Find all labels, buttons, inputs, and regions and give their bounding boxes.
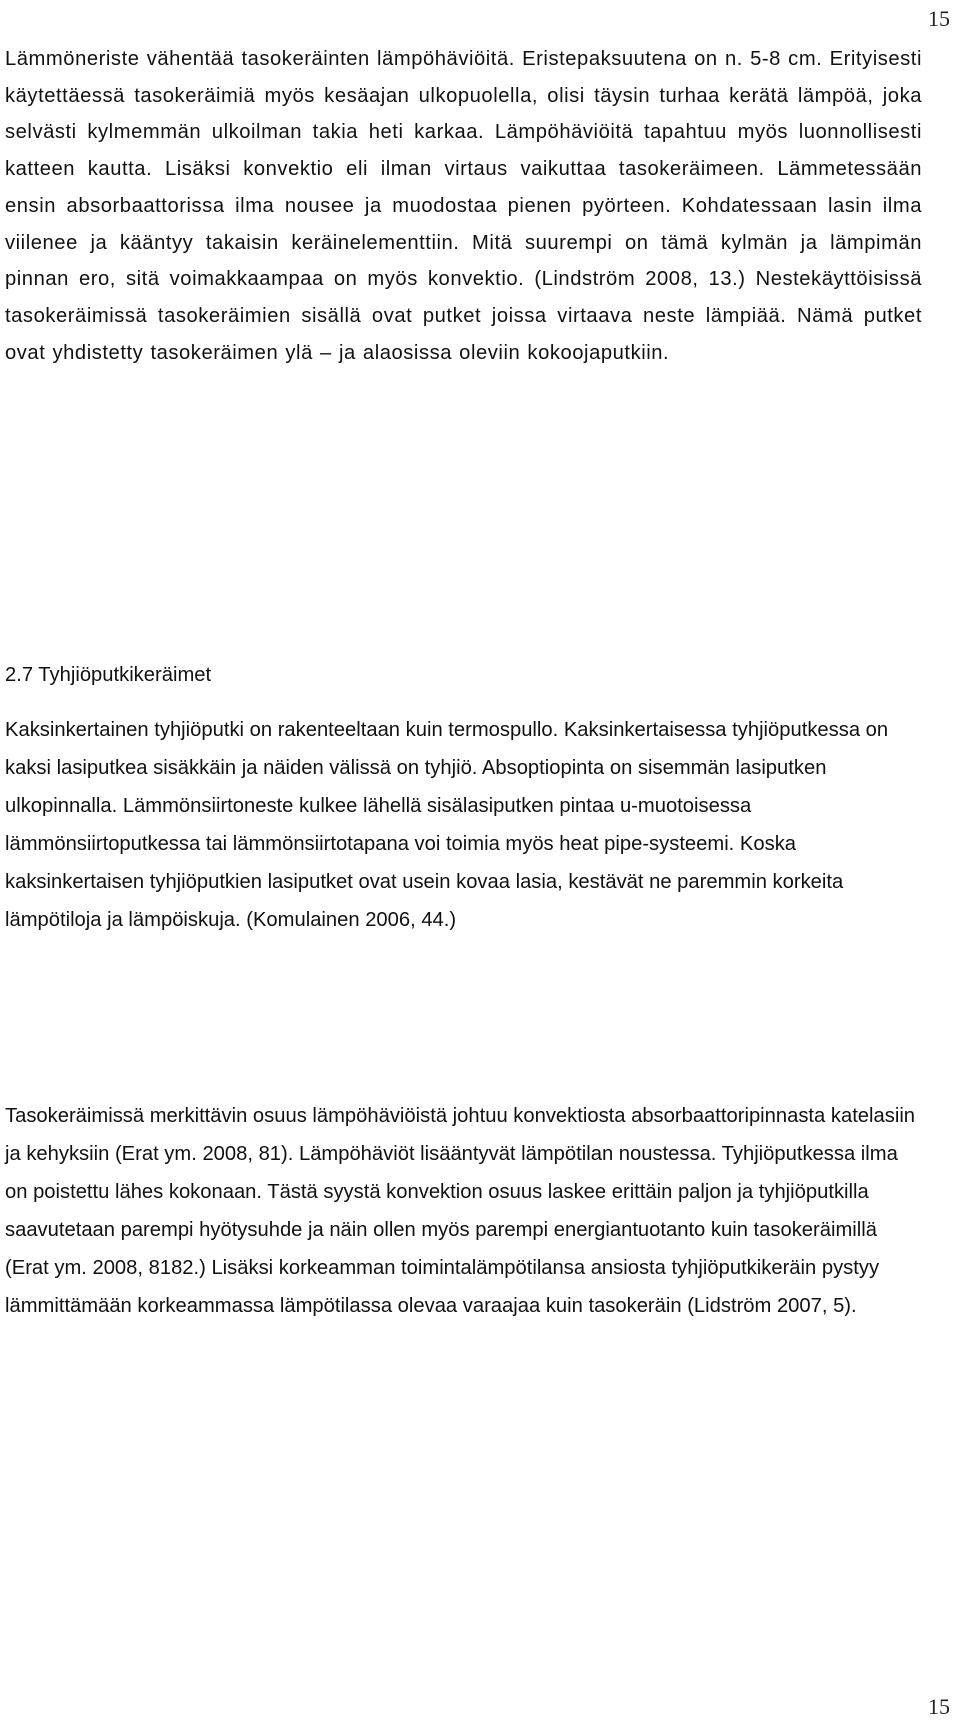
document-body (5, 41, 922, 1317)
paragraph-tyhjioputki: Kaksinkertainen tyhjiöputki on rakenteeltaan kuin termospullo. Kaksinkertaisessa tyhjiöputkessa on kaksi lasiputkea sisäkkäin ja näiden välissä on tyhjiö. Absoptiopinta on sisemmän lasiputken ulkopinnalla. Lämmönsiirtoneste kulkee lähellä sisälasiputken pintaa u-muotoisessa lämmönsiirtoputkessa tai lämmönsiirtotapana voi toimia myös heat pipe-systeemi. Koska kaksinkertaisen tyhjiöputkien lasiputket ovat usein kovaa lasia, kestävät ne paremmin korkeita lämpötiloja ja lämpöiskuja. (Komulainen 2006, 44.) (5, 719, 889, 931)
paragraph-lampohavio: Tasokeräimissä merkittävin osuus lämpöhäviöistä johtuu konvektiosta absorbaattoripinnasta katelasiin ja kehyksiin (Erat ym. 2008, 81). Lämpöhäviöt lisääntyvät lämpötilan noustessa. Tyhjiöputkessa ilma on poistettu lähes kokonaan. Tästä syystä konvektion osuus laskee erittäin paljon ja tyhjiöputkilla saavutetaan parempi hyötysuhde ja näin ollen myös parempi energiantuotanto kuin tasokeräimillä (Erat ym. 2008, 8182.) Lisäksi korkeamman toimintalämpötilansa ansiosta tyhjiöputkikeräin pystyy lämmittämään korkeammassa lämpötilassa olevaa varaajaa kuin tasokeräin (Lidström 2007, 5). (5, 1105, 916, 1317)
section-heading: 2.7 Tyhjiöputkikeräimet (5, 664, 212, 686)
page-number-top: 15 (928, 6, 950, 31)
paragraph-tasokeraimet: Lämmöneriste vähentää tasokeräinten lämpöhäviöitä. Eristepaksuutena on n. 5-8 cm. Erityisesti käytettäessä tasokeräimiä myös kesäajan ulkopuolella, olisi täysin turhaa kerätä lämpöä, joka selvästi kylmemmän ulkoilman takia heti karkaa. Lämpöhäviöitä tapahtuu myös luonnollisesti katteen kautta. Lisäksi konvektio eli ilman virtaus vaikuttaa tasokeräimeen. Lämmetessään ensin absorbaattorissa ilma nousee ja muodostaa pienen pyörteen. Kohdatessaan lasin ilma viilenee ja kääntyy takaisin keräinelementtiin. Mitä suurempi on tämä kylmän ja lämpimän pinnan ero, sitä voimakkaampaa on myös konvektio. (Lindström 2008, 13.) Nestekäyttöisissä tasokeräimissä tasokeräimien sisällä ovat putket joissa virtaava neste lämpiää. Nämä putket ovat yhdistetty tasokeräimen ylä – ja alaosissa oleviin kokoojaputkiin. (5, 48, 922, 364)
page-number-bottom: 15 (928, 1694, 950, 1719)
